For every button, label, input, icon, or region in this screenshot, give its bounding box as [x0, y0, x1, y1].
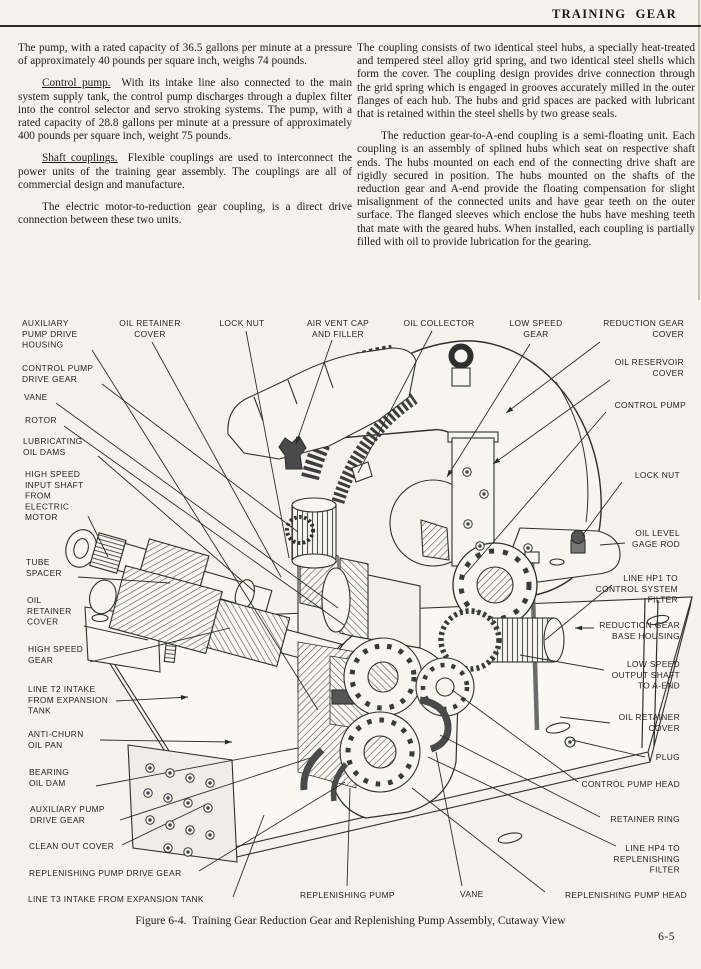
paragraph: The electric motor-to-reduction gear coupling, is a direct drive connection between these two units. [18, 201, 352, 227]
bolt-head-center [208, 781, 211, 784]
bolt-head-center [206, 806, 209, 809]
paragraph: The coupling consists of two identical steel hubs, a specially heat-treated and tempered steel alloy grid spring, and two identical steel shells which form the cover. The coupling design provides drive connection through the grid spring which is engaged in grooves accurately milled in the outer flanges of each hub. The hubs and grid spaces are packed with lubricant that is retained within the steel shells by two grease seals. [357, 42, 695, 121]
callout-high-speed-gear: HIGH SPEED GEAR [28, 644, 84, 665]
callout-oil-retainer-cover-top: OIL RETAINER COVER [119, 318, 181, 339]
callout-control-pump-drive-gear: CONTROL PUMP DRIVE GEAR [22, 363, 94, 384]
bolt-head-center [146, 791, 149, 794]
column-left [18, 42, 352, 236]
bolt-head-center [478, 544, 481, 547]
callout-rotor: ROTOR [25, 415, 57, 425]
callout-reduction-gear-cover: REDUCTION GEAR COVER [603, 318, 684, 339]
bolt-head-center [465, 470, 468, 473]
callout-replenishing-pump-bottom: REPLENISHING PUMP [300, 890, 395, 900]
callout-reduction-gear-base-housing: REDUCTION GEAR BASE HOUSING [599, 620, 680, 641]
callout-clean-out-cover: CLEAN OUT COVER [29, 841, 115, 851]
paragraph: Shaft couplings. Flexible couplings are used to interconnect the power units of the training gear assembly. The couplings are all of commercial design and manufacture. [18, 152, 352, 191]
leader-replenishing-pump-head [412, 788, 545, 892]
callout-anti-churn-oil-pan: ANTI-CHURN OIL PAN [28, 729, 84, 750]
bolt-head-center [188, 776, 191, 779]
callout-oil-retainer-cover-left: OIL RETAINER COVER [27, 595, 72, 627]
callout-plug: PLUG [655, 752, 680, 762]
callout-vane-left: VANE [24, 392, 48, 402]
bolt-head-center [186, 801, 189, 804]
bolt-head-center [166, 846, 169, 849]
bolt-head-center [186, 850, 189, 853]
bolt-head-center [148, 818, 151, 821]
figure-caption: Figure 6-4. Training Gear Reduction Gear and Replenishing Pump Assembly, Cutaway View [135, 915, 566, 927]
bolt-head-center [482, 492, 485, 495]
callout-low-speed-gear: LOW SPEED GEAR [509, 318, 563, 339]
bolt-head-center [466, 522, 469, 525]
bolt-head-center [168, 771, 171, 774]
paragraph-lead: Shaft couplings. [42, 152, 118, 165]
callout-lock-nut-right: LOCK NUT [634, 470, 680, 480]
paragraph: Control pump. With its intake line also connected to the main system supply tank, the control pump discharges through a duplex filter into the control selector and servo stroking systems. The pump, with a rated capacity of 28.8 gallons per minute at a pressure of approximately 400 pounds per square inch, weight 75 pounds. [18, 77, 352, 143]
paragraph-lead: Control pump. [42, 77, 111, 90]
scan-edge-artifact [698, 0, 700, 300]
leader-oil-retainer-cover-top [152, 342, 281, 577]
callout-bearing-oil-dam: BEARING OIL DAM [29, 767, 70, 788]
paragraph: The pump, with a rated capacity of 36.5 gallons per minute at a pressure of approximately 40 pounds per square inch, weighs 74 pounds. [18, 42, 352, 68]
callout-control-pump-head: CONTROL PUMP HEAD [581, 779, 680, 789]
bolt-head-center [168, 823, 171, 826]
callout-replenishing-pump-head: REPLENISHING PUMP HEAD [564, 890, 687, 900]
paragraph: The reduction gear-to-A-end coupling is a semi-floating unit. Each coupling is an assembly of splined hubs which seat on respective shaft ends. The hubs mounted on each end of the connecting drive shaft are rigidly secured in position. The hubs mounted on the shafts of the reduction gear and A-end provide the floating compensation for slight misalignment of the connected units and have gear teeth on the outer surface. The flanged sleeves which enclose the hubs have meshing teeth that mate with the geared hubs. When installed, each coupling is partially filled with oil to provide lubrication for the gearing. [357, 130, 695, 248]
callout-oil-retainer-cover-right: OIL RETAINER COVER [618, 712, 680, 733]
gage-rod-lock-nut-art [572, 531, 585, 544]
callout-lock-nut-top: LOCK NUT [219, 318, 265, 328]
callout-low-speed-output-shaft-to-a-end: LOW SPEED OUTPUT SHAFT TO A-END [611, 659, 680, 691]
callout-tube-spacer: TUBE SPACER [26, 557, 62, 578]
callout-control-pump-right: CONTROL PUMP [614, 400, 686, 410]
bolt-head-center [188, 828, 191, 831]
callout-auxiliary-pump-drive-gear: AUXILIARY PUMP DRIVE GEAR [30, 804, 105, 825]
callout-oil-level-gage-rod: OIL LEVEL GAGE ROD [632, 528, 680, 549]
callout-oil-reservoir-cover: OIL RESERVOIR COVER [614, 357, 684, 378]
callout-line-hp4-to-replenishing-filter: LINE HP4 TO REPLENISHING FILTER [613, 843, 680, 875]
bolt-head-center [208, 833, 211, 836]
callout-line-t2-intake-from-expansion-tank: LINE T2 INTAKE FROM EXPANSION TANK [28, 684, 109, 716]
page-number: 6-5 [658, 931, 675, 943]
callout-line-hp1-to-control-system-filter: LINE HP1 TO CONTROL SYSTEM FILTER [595, 573, 678, 605]
running-header: TRAINING GEAR [551, 7, 677, 21]
header-rule [0, 25, 701, 27]
bolt-head-center [148, 766, 151, 769]
bolt-head-center [166, 796, 169, 799]
cutaway-diagram [0, 310, 701, 910]
callout-high-speed-input-shaft: HIGH SPEED INPUT SHAFT FROM ELECTRIC MOTOR [25, 469, 84, 523]
callout-auxiliary-pump-drive-housing: AUXILIARY PUMP DRIVE HOUSING [22, 318, 78, 350]
bell-housing [228, 348, 416, 469]
callout-vane-bottom: VANE [460, 889, 484, 899]
callout-replenishing-pump-drive-gear: REPLENISHING PUMP DRIVE GEAR [29, 868, 182, 878]
bolt-head-center [526, 546, 529, 549]
callout-air-vent-cap-and-filler: AIR VENT CAP AND FILLER [306, 318, 370, 339]
callout-line-t3-intake-from-expansion-tank: LINE T3 INTAKE FROM EXPANSION TANK [28, 894, 204, 904]
column-right [357, 42, 695, 258]
callout-oil-collector: OIL COLLECTOR [403, 318, 475, 328]
callout-lubricating-oil-dams: LUBRICATING OIL DAMS [23, 436, 83, 457]
callout-retainer-ring: RETAINER RING [610, 814, 680, 824]
